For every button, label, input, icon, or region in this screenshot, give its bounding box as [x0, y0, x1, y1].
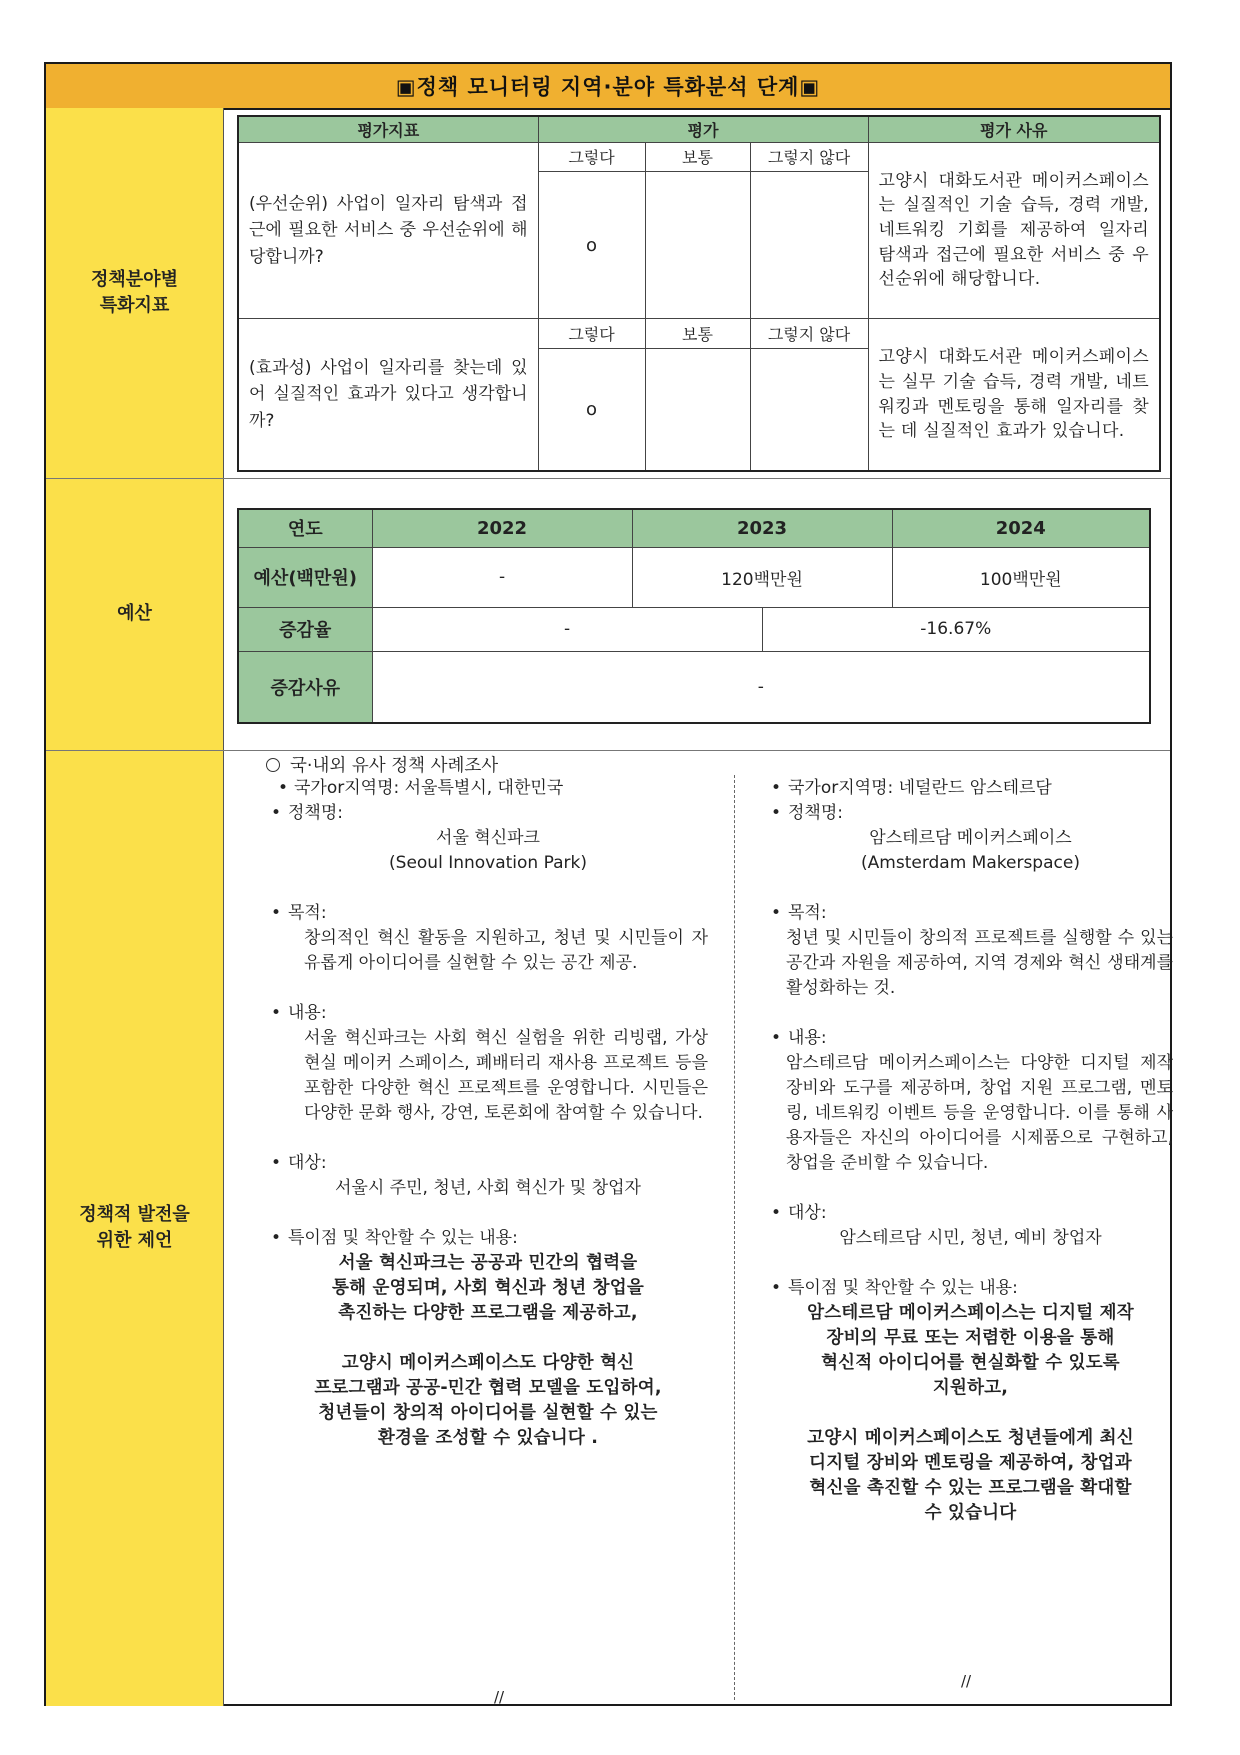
- notes-line: 혁신적 아이디어를 현실화할 수 있도록: [821, 1353, 1120, 1373]
- divider: [46, 478, 1170, 479]
- end-mark-right: //: [961, 1672, 972, 1690]
- notes-label: 특이점 및 착안할 수 있는 내용:: [288, 1228, 518, 1248]
- notes-line: 서울 혁신파크는 공공과 민간의 협력을: [338, 1253, 638, 1273]
- bullet-icon: •: [271, 803, 282, 823]
- budget-2022: -: [372, 547, 632, 607]
- policy-name-en: (Seoul Innovation Park): [389, 853, 587, 873]
- bullet-icon: •: [271, 1153, 282, 1173]
- reason-value: -: [372, 651, 1150, 723]
- budget-2024: 100백만원: [892, 547, 1150, 607]
- notes-line: 촉진하는 다양한 프로그램을 제공하고,: [338, 1303, 638, 1323]
- check-cell-no[interactable]: [750, 348, 868, 471]
- circle-bullet-icon: [266, 758, 280, 772]
- notes-label-item: [768, 1276, 1173, 1301]
- reason-effectiveness: 고양시 대화도서관 메이커스페이스는 실무 기술 습득, 경력 개발, 네트워킹과 멘토링을 통해 일자리를 찾는 데 실질적인 효과가 있습니다.: [868, 319, 1160, 471]
- content-label-item: [768, 1026, 1173, 1051]
- question-priority: (우선순위) 사업이 일자리 탐색과 접근에 필요한 서비스 중 우선순위에 해당합니까?: [238, 142, 538, 319]
- content-text: 암스테르담 메이커스페이스는 다양한 디지털 제작 장비와 도구를 제공하며, 창업 지원 프로그램, 멘토링, 네트워킹 이벤트 등을 운영합니다. 이를 통해 사용자들은 자신의 아이디어를 시제품으로 구현하고, 창업을 준비할 수 있습니다.: [786, 1053, 1173, 1173]
- bullet-icon: •: [278, 778, 289, 798]
- content-label: 내용:: [788, 1028, 827, 1048]
- rate-row-label: 증감율: [238, 607, 372, 651]
- bullet-icon: •: [771, 803, 782, 823]
- purpose-label-item: [768, 901, 1173, 926]
- year-2024: 2024: [892, 509, 1150, 547]
- target-label-item: [268, 1151, 708, 1176]
- policy-label-item: [768, 801, 1173, 826]
- region-text: 국가or지역명: 서울특별시, 대한민국: [294, 778, 564, 798]
- option-no: 그렇지 않다: [750, 319, 868, 349]
- notes2-line: 혁신을 촉진할 수 있는 프로그램을 확대할: [809, 1478, 1132, 1498]
- notes-label-item: [268, 1226, 708, 1251]
- notes-line: 장비의 무료 또는 저렴한 이용을 통해: [826, 1328, 1115, 1348]
- purpose-text: 창의적인 혁신 활동을 지원하고, 청년 및 시민들이 자유롭게 아이디어를 실현할 수 있는 공간 제공.: [304, 928, 708, 973]
- option-yes: 그렇다: [538, 142, 645, 172]
- notes2-line: 환경을 조성할 수 있습니다 .: [377, 1428, 599, 1448]
- reason-row-label: 증감사유: [238, 651, 372, 723]
- target-label: 대상:: [788, 1203, 827, 1223]
- region-item: [768, 776, 1173, 801]
- option-no: 그렇지 않다: [750, 142, 868, 172]
- rate-2024: -16.67%: [762, 607, 1150, 651]
- policy-name: 서울 혁신파크: [436, 828, 540, 848]
- notes-label: 특이점 및 착안할 수 있는 내용:: [788, 1278, 1018, 1298]
- bullet-icon: •: [771, 778, 782, 798]
- column-divider: [734, 775, 735, 1700]
- notes2-line: 디지털 장비와 멘토링을 제공하여, 창업과: [809, 1453, 1132, 1473]
- rate-2023: -: [372, 607, 762, 651]
- header-evaluation: 평가: [538, 116, 868, 142]
- region-item: [268, 776, 708, 801]
- target-text: 암스테르담 시민, 청년, 예비 창업자: [839, 1228, 1102, 1248]
- target-label: 대상:: [288, 1153, 327, 1173]
- check-mark-yes[interactable]: o: [538, 172, 645, 319]
- notes2-line: 수 있습니다: [924, 1503, 1017, 1523]
- budget-2023: 120백만원: [632, 547, 892, 607]
- budget-row-label: 예산(백만원): [238, 547, 372, 607]
- notes2-line: 고양시 메이커스페이스도 청년들에게 최신: [807, 1428, 1134, 1448]
- proposal-heading: [236, 752, 836, 777]
- header-reason: 평가 사유: [868, 116, 1160, 142]
- notes-line: 지원하고,: [932, 1378, 1009, 1398]
- check-cell-neutral[interactable]: [645, 348, 750, 471]
- policy-label: 정책명:: [788, 803, 843, 823]
- purpose-label: 목적:: [288, 903, 327, 923]
- bullet-icon: •: [771, 1278, 782, 1298]
- check-cell-neutral[interactable]: [645, 172, 750, 319]
- indicators-label: 정책분야별 특화지표: [91, 268, 178, 316]
- option-neutral: 보통: [645, 319, 750, 349]
- policy-name-en: (Amsterdam Makerspace): [861, 853, 1080, 873]
- option-neutral: 보통: [645, 142, 750, 172]
- form-title: ▣정책 모니터링 지역·분야 특화분석 단계▣: [46, 64, 1170, 110]
- case-seoul: [268, 776, 708, 1451]
- bullet-icon: •: [771, 1203, 782, 1223]
- year-2022: 2022: [372, 509, 632, 547]
- proposal-heading-text: 국·내외 유사 정책 사례조사: [290, 756, 499, 776]
- content-text: 서울 혁신파크는 사회 혁신 실험을 위한 리빙랩, 가상현실 메이커 스페이스, 폐배터리 재사용 프로젝트 등을 포함한 다양한 혁신 프로젝트를 운영합니다. 시민들은 다양한 문화 행사, 강연, 토론회에 참여할 수 있습니다.: [304, 1028, 708, 1123]
- notes2-line: 프로그램과 공공-민간 협력 모델을 도입하여,: [314, 1378, 662, 1398]
- region-text: 국가or지역명: 네덜란드 암스테르담: [788, 778, 1052, 798]
- proposal-label: 정책적 발전을 위한 제언: [79, 1203, 190, 1251]
- question-effectiveness: (효과성) 사업이 일자리를 찾는데 있어 실질적인 효과가 있다고 생각합니까?: [238, 319, 538, 471]
- bullet-icon: •: [271, 1003, 282, 1023]
- option-yes: 그렇다: [538, 319, 645, 349]
- bullet-icon: •: [271, 903, 282, 923]
- target-text: 서울시 주민, 청년, 사회 혁신가 및 창업자: [335, 1178, 641, 1198]
- content-label: 내용:: [288, 1003, 327, 1023]
- bullet-icon: •: [271, 1228, 282, 1248]
- evaluation-table: [237, 115, 1161, 472]
- bullet-icon: •: [771, 903, 782, 923]
- budget-table: [237, 508, 1151, 724]
- bullet-icon: •: [771, 1028, 782, 1048]
- policy-label-item: [268, 801, 708, 826]
- year-2023: 2023: [632, 509, 892, 547]
- check-cell-no[interactable]: [750, 172, 868, 319]
- content-label-item: [268, 1001, 708, 1026]
- notes-line: 암스테르담 메이커스페이스는 디지털 제작: [807, 1303, 1134, 1323]
- notes2-line: 고양시 메이커스페이스도 다양한 혁신: [341, 1353, 635, 1373]
- notes2-line: 청년들이 창의적 아이디어를 실현할 수 있는: [318, 1403, 658, 1423]
- policy-label: 정책명:: [288, 803, 343, 823]
- budget-label: 예산: [117, 602, 152, 624]
- section-label-indicators: [46, 108, 224, 478]
- header-indicator: 평가지표: [238, 116, 538, 142]
- target-label-item: [768, 1201, 1173, 1226]
- purpose-text: 청년 및 시민들이 창의적 프로젝트를 실행할 수 있는 공간과 자원을 제공하여, 지역 경제와 혁신 생태계를 활성화하는 것.: [786, 928, 1173, 998]
- check-mark-yes[interactable]: o: [538, 348, 645, 471]
- year-label: 연도: [238, 509, 372, 547]
- section-label-budget: [46, 478, 224, 750]
- case-amsterdam: [768, 776, 1173, 1526]
- policy-monitoring-form: [44, 62, 1172, 1706]
- proposal-section: [236, 750, 1174, 1706]
- notes-line: 통해 운영되며, 사회 혁신과 청년 창업을: [332, 1278, 644, 1298]
- section-label-proposal: [46, 750, 224, 1706]
- purpose-label: 목적:: [788, 903, 827, 923]
- purpose-label-item: [268, 901, 708, 926]
- policy-name: 암스테르담 메이커스페이스: [869, 828, 1072, 848]
- end-mark-left: //: [494, 1688, 505, 1706]
- reason-priority: 고양시 대화도서관 메이커스페이스는 실질적인 기술 습득, 경력 개발, 네트워킹 기회를 제공하여 일자리 탐색과 접근에 필요한 서비스 중 우선순위에 해당합니다.: [868, 142, 1160, 319]
